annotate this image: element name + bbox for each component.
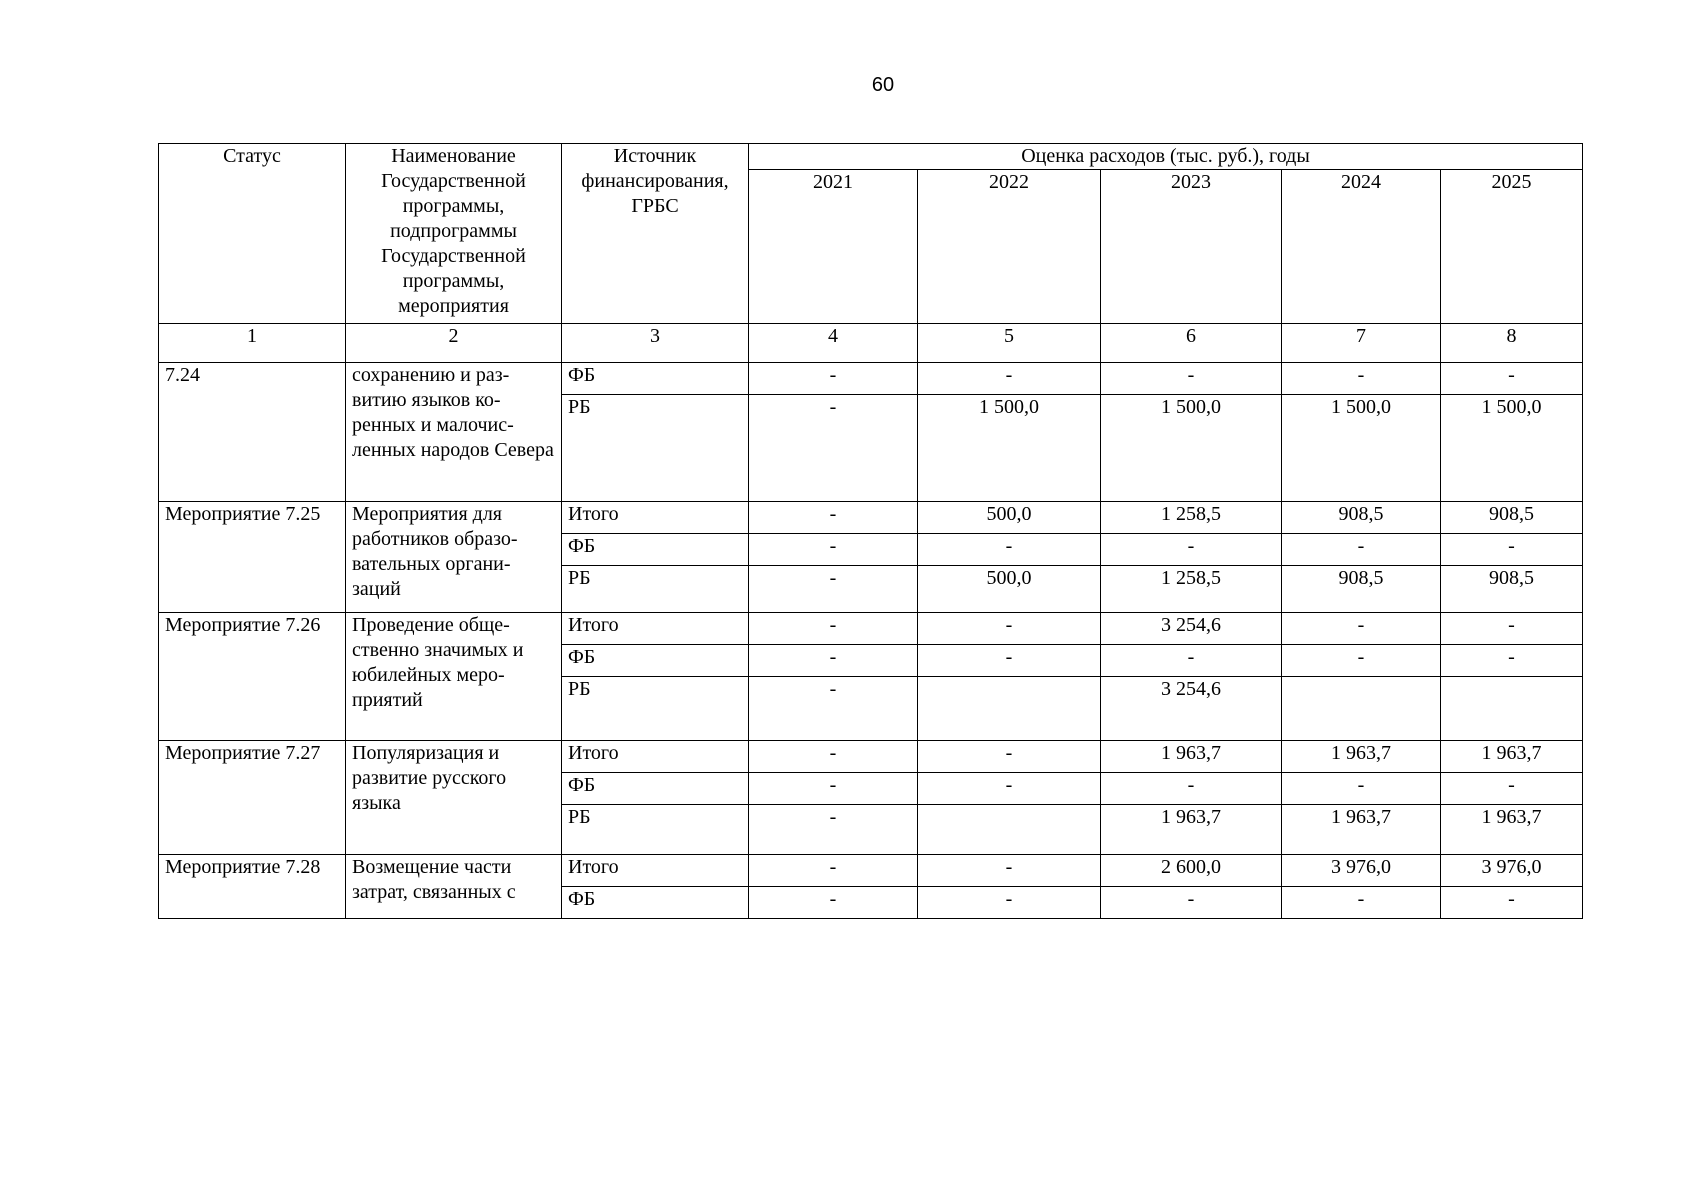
value-cell: 500,0 [918, 566, 1101, 613]
value-cell: 2 600,0 [1101, 855, 1282, 887]
header-year: 2023 [1101, 170, 1282, 324]
source-cell: РБ [562, 805, 749, 855]
value-cell: - [749, 677, 918, 741]
value-cell: 908,5 [1441, 502, 1583, 534]
value-cell: - [1441, 887, 1583, 919]
table-row [159, 363, 1583, 395]
header-status: Статус [159, 144, 346, 324]
value-cell: 1 500,0 [918, 395, 1101, 502]
value-cell: - [749, 773, 918, 805]
value-cell: - [1101, 887, 1282, 919]
value-cell: 1 963,7 [1441, 741, 1583, 773]
value-cell: - [749, 613, 918, 645]
column-number: 2 [346, 324, 562, 363]
value-cell: 1 963,7 [1101, 741, 1282, 773]
column-number: 6 [1101, 324, 1282, 363]
expenditure-table [158, 143, 1583, 919]
value-cell: 1 500,0 [1282, 395, 1441, 502]
value-cell: - [918, 887, 1101, 919]
value-cell: - [749, 566, 918, 613]
value-cell: - [749, 805, 918, 855]
value-cell: - [1101, 645, 1282, 677]
source-cell: РБ [562, 566, 749, 613]
value-cell [1441, 677, 1583, 741]
value-cell: - [1441, 773, 1583, 805]
value-cell: - [1441, 534, 1583, 566]
value-cell [918, 677, 1101, 741]
value-cell: 3 976,0 [1441, 855, 1583, 887]
table-body [159, 363, 1583, 919]
column-number: 5 [918, 324, 1101, 363]
header-source: Источник финансирования, ГРБС [562, 144, 749, 324]
value-cell: 1 258,5 [1101, 566, 1282, 613]
page-number: 60 [871, 74, 895, 96]
table-header [159, 144, 1583, 363]
source-cell: ФБ [562, 773, 749, 805]
value-cell: - [918, 613, 1101, 645]
status-cell: Мероприятие 7.25 [159, 502, 346, 613]
source-cell: ФБ [562, 645, 749, 677]
value-cell [1282, 677, 1441, 741]
value-cell: 1 963,7 [1101, 805, 1282, 855]
value-cell: - [1441, 363, 1583, 395]
value-cell: - [749, 363, 918, 395]
value-cell: - [749, 741, 918, 773]
header-estimate: Оценка расходов (тыс. руб.), годы [749, 144, 1583, 170]
status-cell: Мероприятие 7.27 [159, 741, 346, 855]
value-cell: 1 963,7 [1441, 805, 1583, 855]
value-cell: 3 254,6 [1101, 613, 1282, 645]
source-cell: ФБ [562, 363, 749, 395]
value-cell: 500,0 [918, 502, 1101, 534]
header-year: 2025 [1441, 170, 1583, 324]
value-cell: - [1441, 645, 1583, 677]
table-row [159, 855, 1583, 887]
status-cell: 7.24 [159, 363, 346, 502]
source-cell: Итого [562, 741, 749, 773]
value-cell: - [1282, 887, 1441, 919]
name-cell: Возмещение части затрат, связанных с [346, 855, 562, 919]
value-cell: - [1101, 534, 1282, 566]
value-cell: - [749, 855, 918, 887]
value-cell: 1 963,7 [1282, 741, 1441, 773]
value-cell: 1 500,0 [1441, 395, 1583, 502]
value-cell [918, 805, 1101, 855]
table-row [159, 502, 1583, 534]
value-cell: - [749, 534, 918, 566]
value-cell: - [1282, 363, 1441, 395]
value-cell: 1 500,0 [1101, 395, 1282, 502]
value-cell: - [918, 363, 1101, 395]
value-cell: - [918, 534, 1101, 566]
value-cell: - [1282, 613, 1441, 645]
value-cell: 1 963,7 [1282, 805, 1441, 855]
value-cell: - [749, 887, 918, 919]
source-cell: ФБ [562, 887, 749, 919]
table-row [159, 741, 1583, 773]
status-cell: Мероприятие 7.26 [159, 613, 346, 741]
value-cell: - [1282, 645, 1441, 677]
value-cell: - [1441, 613, 1583, 645]
header-year: 2024 [1282, 170, 1441, 324]
source-cell: ФБ [562, 534, 749, 566]
value-cell: 3 976,0 [1282, 855, 1441, 887]
source-cell: Итого [562, 855, 749, 887]
name-cell: Популяризация и развитие русского языка [346, 741, 562, 855]
column-number: 1 [159, 324, 346, 363]
name-cell: Мероприятия для работников образо-вательных органи-заций [346, 502, 562, 613]
source-cell: Итого [562, 613, 749, 645]
source-cell: Итого [562, 502, 749, 534]
value-cell: - [1282, 773, 1441, 805]
value-cell: - [749, 502, 918, 534]
column-number: 8 [1441, 324, 1583, 363]
column-number: 4 [749, 324, 918, 363]
value-cell: 908,5 [1282, 502, 1441, 534]
value-cell: - [918, 773, 1101, 805]
value-cell: 3 254,6 [1101, 677, 1282, 741]
header-year: 2021 [749, 170, 918, 324]
name-cell: сохранению и раз-витию языков ко-ренных и малочис-ленных народов Севера [346, 363, 562, 502]
value-cell: - [918, 855, 1101, 887]
table-row [159, 613, 1583, 645]
value-cell: 908,5 [1282, 566, 1441, 613]
value-cell: 908,5 [1441, 566, 1583, 613]
name-cell: Проведение обще-ственно значимых и юбилейных меро-приятий [346, 613, 562, 741]
value-cell: - [918, 741, 1101, 773]
column-numbers-row [159, 324, 1583, 363]
column-number: 7 [1282, 324, 1441, 363]
value-cell: - [918, 645, 1101, 677]
source-cell: РБ [562, 677, 749, 741]
value-cell: - [1101, 363, 1282, 395]
header-year: 2022 [918, 170, 1101, 324]
value-cell: - [749, 395, 918, 502]
column-number: 3 [562, 324, 749, 363]
header-name: Наименование Государственной программы, подпрограммы Государственной программы, мероприятия [346, 144, 562, 324]
value-cell: - [1101, 773, 1282, 805]
status-cell: Мероприятие 7.28 [159, 855, 346, 919]
source-cell: РБ [562, 395, 749, 502]
value-cell: - [749, 645, 918, 677]
value-cell: 1 258,5 [1101, 502, 1282, 534]
value-cell: - [1282, 534, 1441, 566]
